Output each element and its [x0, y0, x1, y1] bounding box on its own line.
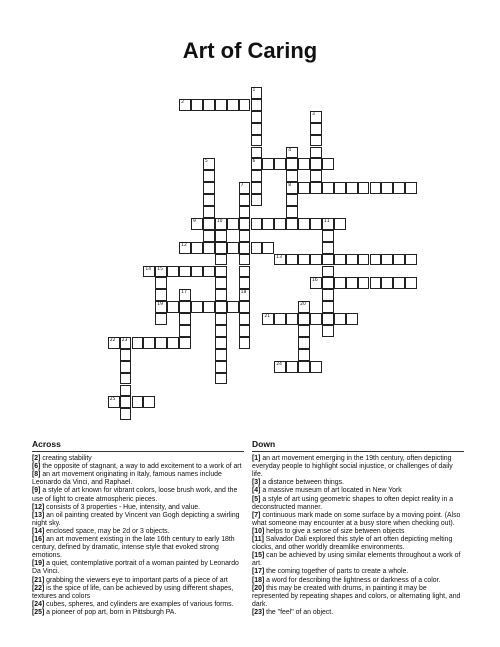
grid-cell[interactable] — [239, 313, 251, 325]
grid-cell[interactable] — [358, 182, 370, 194]
grid-cell[interactable] — [286, 361, 298, 373]
grid-cell[interactable] — [120, 337, 132, 349]
across-list — [32, 455, 244, 617]
grid-cell[interactable] — [298, 301, 310, 313]
grid-cell[interactable] — [322, 254, 334, 266]
grid-cell[interactable] — [405, 254, 417, 266]
clue-number: [6] — [32, 463, 41, 471]
grid-cell[interactable] — [132, 337, 144, 349]
grid-cell[interactable] — [203, 206, 215, 218]
grid-cell[interactable] — [155, 277, 167, 289]
grid-cell[interactable] — [346, 313, 358, 325]
cell-number: 18 — [240, 290, 247, 296]
grid-cell[interactable] — [143, 396, 155, 408]
grid-cell[interactable] — [298, 313, 310, 325]
cell-number: 4 — [288, 147, 292, 153]
grid-cell[interactable] — [262, 242, 274, 254]
grid-cell[interactable] — [215, 289, 227, 301]
cell-number: 5 — [204, 159, 208, 165]
down-clue — [252, 577, 464, 585]
grid-cell[interactable] — [179, 242, 191, 254]
clue-number: [17] — [252, 568, 265, 576]
grid-cell[interactable] — [298, 182, 310, 194]
grid-cell[interactable] — [227, 242, 239, 254]
down-clue — [252, 585, 464, 609]
clue-text: is the spice of life, can be achieved by using different shapes, textures and colors — [32, 584, 234, 600]
grid-cell[interactable] — [239, 277, 251, 289]
clue-text: continuous mark made on some surface by a moving point. (Also what someone may encounter at a busy store when checking out). — [252, 511, 461, 527]
cell-number: 22 — [109, 337, 116, 343]
clue-number: [19] — [32, 560, 45, 568]
grid-cell[interactable] — [334, 313, 346, 325]
grid-cell[interactable] — [334, 218, 346, 230]
grid-cell[interactable] — [346, 277, 358, 289]
grid-cell[interactable] — [191, 218, 203, 230]
clue-text: consists of 3 properties - Hue, intensity, and value. — [44, 503, 201, 511]
grid-cell[interactable] — [215, 266, 227, 278]
across-clue — [32, 471, 244, 487]
clue-text: a style of art using geometric shapes to often depict reality in a deconstructed manner. — [252, 495, 454, 511]
grid-cell[interactable] — [251, 182, 263, 194]
grid-cell[interactable] — [322, 158, 334, 170]
grid-cell[interactable] — [393, 254, 405, 266]
cell-number: 20 — [300, 302, 306, 308]
grid-cell[interactable] — [215, 313, 227, 325]
grid-cell[interactable] — [381, 254, 393, 266]
grid-cell[interactable] — [215, 349, 227, 361]
grid-cell[interactable] — [251, 170, 263, 182]
clue-number: [20] — [252, 584, 265, 592]
grid-cell[interactable] — [322, 218, 334, 230]
grid-cell[interactable] — [322, 325, 334, 337]
grid-cell[interactable] — [215, 361, 227, 373]
grid-cell[interactable] — [286, 254, 298, 266]
grid-cell[interactable] — [310, 313, 322, 325]
grid-cell[interactable] — [120, 385, 132, 397]
grid-cell[interactable] — [274, 218, 286, 230]
clue-number: [12] — [32, 503, 45, 511]
grid-cell[interactable] — [132, 396, 144, 408]
grid-cell[interactable] — [120, 361, 132, 373]
across-clue — [32, 504, 244, 512]
cell-number: 16 — [312, 278, 318, 284]
clue-text: a style of art known for vibrant colors, loose brush work, and the use of light to create atmospheric pieces. — [32, 487, 238, 503]
grid-cell[interactable] — [298, 158, 310, 170]
grid-cell[interactable] — [239, 230, 251, 242]
across-clues — [32, 440, 244, 617]
grid-cell[interactable] — [262, 218, 274, 230]
grid-cell[interactable] — [203, 99, 215, 111]
cell-number: 17 — [181, 290, 187, 296]
grid-cell[interactable] — [298, 254, 310, 266]
cell-number: 2 — [181, 99, 184, 105]
down-clue — [252, 528, 464, 536]
grid-cell[interactable] — [370, 182, 382, 194]
grid-cell[interactable] — [310, 111, 322, 123]
grid-cell[interactable] — [405, 277, 417, 289]
clue-text: cubes, spheres, and cylinders are examples of various forms. — [44, 600, 234, 608]
grid-cell[interactable] — [120, 373, 132, 385]
clue-text: the opposite of stagnant, a way to add excitement to a work of art — [40, 463, 242, 471]
across-clue — [32, 455, 244, 463]
grid-cell[interactable] — [370, 277, 382, 289]
down-heading: Down — [252, 439, 276, 449]
grid-cell[interactable] — [274, 254, 286, 266]
grid-cell[interactable] — [393, 277, 405, 289]
clue-number: [13] — [32, 511, 45, 519]
grid-cell[interactable] — [310, 123, 322, 135]
grid-cell[interactable] — [310, 135, 322, 147]
down-list — [252, 455, 464, 617]
grid-cell[interactable] — [310, 170, 322, 182]
grid-cell[interactable] — [251, 194, 263, 206]
grid-cell[interactable] — [215, 337, 227, 349]
grid-cell[interactable] — [393, 182, 405, 194]
grid-cell[interactable] — [239, 218, 251, 230]
grid-cell[interactable] — [203, 230, 215, 242]
grid-cell[interactable] — [381, 182, 393, 194]
grid-cell[interactable] — [108, 337, 120, 349]
grid-cell[interactable] — [191, 242, 203, 254]
grid-cell[interactable] — [251, 242, 263, 254]
grid-cell[interactable] — [203, 218, 215, 230]
cell-number: 10 — [216, 218, 223, 224]
grid-cell[interactable] — [203, 170, 215, 182]
clue-text: a pioneer of pop art, born in Pittsburgh PA. — [44, 608, 177, 616]
grid-cell[interactable] — [322, 277, 334, 289]
clue-number: [25] — [32, 608, 45, 616]
clue-number: [16] — [32, 536, 45, 544]
grid-cell[interactable] — [179, 301, 191, 313]
grid-cell[interactable] — [227, 301, 239, 313]
grid-cell[interactable] — [191, 301, 203, 313]
cell-number: 14 — [145, 266, 152, 272]
grid-cell[interactable] — [262, 158, 274, 170]
clue-text: an art movement originating in Italy, famous names include Leonardo da Vinci, and Raphael. — [32, 471, 222, 487]
cell-number: 19 — [157, 302, 164, 308]
grid-cell[interactable] — [239, 254, 251, 266]
clue-number: [21] — [32, 576, 45, 584]
down-clue — [252, 455, 464, 479]
clue-text: a distance between things. — [260, 479, 344, 487]
grid-cell[interactable] — [358, 254, 370, 266]
clue-text: an art movement emerging in the 19th century, often depicting everyday people to highlight social injustice, or challenges of daily life. — [252, 455, 453, 479]
grid-cell[interactable] — [215, 254, 227, 266]
grid-cell[interactable] — [286, 313, 298, 325]
cell-number: 11 — [323, 218, 330, 224]
grid-cell[interactable] — [203, 242, 215, 254]
clue-text: can be achieved by using similar elements throughout a work of art. — [252, 552, 461, 568]
clue-number: [7] — [252, 511, 261, 519]
grid-cell[interactable] — [215, 230, 227, 242]
grid-cell[interactable] — [274, 158, 286, 170]
grid-cell[interactable] — [143, 266, 155, 278]
grid-cell[interactable] — [322, 182, 334, 194]
grid-cell[interactable] — [322, 301, 334, 313]
down-clue — [252, 568, 464, 576]
down-clue — [252, 552, 464, 568]
down-clue — [252, 487, 464, 495]
grid-cell[interactable] — [334, 254, 346, 266]
cell-number: 13 — [276, 254, 283, 260]
grid-cell[interactable] — [251, 135, 263, 147]
clue-number: [22] — [32, 584, 45, 592]
grid-cell[interactable] — [215, 99, 227, 111]
clue-text: Salvador Dali explored this style of art often depicting melting clocks, and other worldly dreamlike environments. — [252, 536, 453, 552]
grid-cell[interactable] — [310, 182, 322, 194]
down-clue — [252, 536, 464, 552]
grid-cell[interactable] — [251, 123, 263, 135]
clue-number: [8] — [32, 471, 41, 479]
grid-cell[interactable] — [298, 361, 310, 373]
divider — [252, 451, 464, 452]
down-clues — [252, 440, 464, 617]
grid-cell[interactable] — [155, 313, 167, 325]
grid-cell[interactable] — [310, 361, 322, 373]
across-heading: Across — [32, 439, 61, 449]
grid-cell[interactable] — [239, 337, 251, 349]
grid-cell[interactable] — [215, 242, 227, 254]
grid-cell[interactable] — [215, 325, 227, 337]
grid-cell[interactable] — [227, 218, 239, 230]
grid-cell[interactable] — [191, 99, 203, 111]
across-clue — [32, 512, 244, 528]
clue-number: [3] — [252, 479, 261, 487]
grid-cell[interactable] — [215, 218, 227, 230]
grid-cell[interactable] — [215, 277, 227, 289]
clue-text: grabbing the viewers eye to important parts of a piece of art — [44, 576, 228, 584]
grid-cell[interactable] — [155, 289, 167, 301]
across-clue — [32, 601, 244, 609]
grid-cell[interactable] — [310, 277, 322, 289]
grid-cell[interactable] — [239, 242, 251, 254]
clue-number: [2] — [32, 455, 41, 463]
grid-cell[interactable] — [239, 301, 251, 313]
cell-number: 25 — [109, 397, 116, 403]
clue-number: [11] — [252, 536, 264, 544]
puzzle-title: Art of Caring — [182, 38, 318, 63]
divider — [32, 451, 244, 452]
clue-text: an art movement existing in the late 16th century to early 18th century, defined by dramatic, intense style that evoked strong emotions. — [32, 536, 235, 560]
grid-cell[interactable] — [310, 158, 322, 170]
grid-cell[interactable] — [286, 206, 298, 218]
grid-cell[interactable] — [251, 111, 263, 123]
clue-text: this may be created with drums, in painting it may be represented by repeating shapes and colors, or alternating light, and dark. — [252, 584, 461, 608]
cell-number: 3 — [312, 111, 315, 117]
grid-cell[interactable] — [251, 87, 263, 99]
grid-cell[interactable] — [322, 313, 334, 325]
grid-cell[interactable] — [334, 277, 346, 289]
grid-cell[interactable] — [310, 147, 322, 159]
across-clue — [32, 463, 244, 471]
grid-cell[interactable] — [179, 289, 191, 301]
grid-cell[interactable] — [155, 266, 167, 278]
grid-cell[interactable] — [298, 337, 310, 349]
grid-cell[interactable] — [239, 206, 251, 218]
clue-text: a massive museum of art located in New York — [260, 487, 402, 495]
clue-number: [4] — [252, 487, 261, 495]
grid-cell[interactable] — [405, 182, 417, 194]
cell-number: 15 — [157, 266, 164, 272]
grid-cell[interactable] — [203, 266, 215, 278]
across-clue — [32, 585, 244, 601]
grid-cell[interactable] — [239, 194, 251, 206]
cell-number: 23 — [121, 337, 128, 343]
grid-cell[interactable] — [251, 158, 263, 170]
cell-number: 24 — [276, 361, 283, 367]
across-clue — [32, 487, 244, 503]
down-clue — [252, 609, 464, 617]
grid-cell[interactable] — [322, 266, 334, 278]
grid-cell[interactable] — [120, 349, 132, 361]
grid-cell[interactable] — [120, 408, 132, 420]
grid-cell[interactable] — [155, 301, 167, 313]
grid-cell[interactable] — [203, 301, 215, 313]
grid-cell[interactable] — [286, 158, 298, 170]
grid-cell[interactable] — [298, 349, 310, 361]
across-clue — [32, 609, 244, 617]
clue-number: [24] — [32, 600, 45, 608]
grid-cell[interactable] — [239, 325, 251, 337]
grid-cell[interactable] — [155, 337, 167, 349]
clue-number: [10] — [252, 527, 265, 535]
grid-cell[interactable] — [239, 266, 251, 278]
across-clue — [32, 577, 244, 585]
clue-text: a quiet, contemplative portrait of a woman painted by Leonardo Da Vinci. — [32, 560, 239, 576]
clue-number: [14] — [32, 527, 45, 535]
cell-number: 9 — [193, 218, 196, 224]
clue-text: creating stability — [40, 455, 92, 463]
grid-cell[interactable] — [239, 182, 251, 194]
cell-number: 12 — [181, 242, 187, 248]
grid-cell[interactable] — [215, 373, 227, 385]
grid-cell[interactable] — [167, 301, 179, 313]
clue-text: a word for describing the lightness or darkness of a color. — [264, 576, 441, 584]
grid-cell[interactable] — [179, 337, 191, 349]
grid-cell[interactable] — [251, 218, 263, 230]
cell-number: 6 — [252, 159, 256, 165]
grid-cell[interactable] — [370, 254, 382, 266]
across-clue — [32, 560, 244, 576]
grid-cell[interactable] — [322, 230, 334, 242]
grid-cell[interactable] — [298, 325, 310, 337]
grid-cell[interactable] — [322, 289, 334, 301]
grid-cell[interactable] — [286, 170, 298, 182]
grid-cell[interactable] — [239, 289, 251, 301]
down-clue — [252, 496, 464, 512]
grid-cell[interactable] — [179, 99, 191, 111]
grid-cell[interactable] — [191, 266, 203, 278]
cell-number: 7 — [240, 183, 244, 189]
grid-cell[interactable] — [358, 277, 370, 289]
down-clue — [252, 512, 464, 528]
clue-text: helps to give a sense of size between objects — [264, 527, 405, 535]
grid-cell[interactable] — [215, 301, 227, 313]
grid-cell[interactable] — [286, 218, 298, 230]
grid-cell[interactable] — [274, 313, 286, 325]
grid-cell[interactable] — [298, 218, 310, 230]
clue-number: [23] — [252, 608, 265, 616]
cell-number: 21 — [264, 314, 271, 320]
clue-text: the coming together of parts to create a whole. — [264, 568, 409, 576]
grid-cell[interactable] — [167, 266, 179, 278]
grid-cell[interactable] — [239, 99, 251, 111]
clue-number: [18] — [252, 576, 265, 584]
clue-number: [5] — [252, 495, 261, 503]
grid-cell[interactable] — [179, 325, 191, 337]
grid-cell[interactable] — [286, 182, 298, 194]
grid-cell[interactable] — [346, 254, 358, 266]
grid-cell[interactable] — [322, 242, 334, 254]
grid-cell[interactable] — [274, 361, 286, 373]
clue-text: an oil painting created by Vincent van Gogh depicting a swirling night sky. — [32, 511, 240, 527]
cell-number: 1 — [252, 88, 256, 93]
grid-cell[interactable] — [203, 182, 215, 194]
grid-cell[interactable] — [227, 99, 239, 111]
grid-cell[interactable] — [346, 182, 358, 194]
grid-cell[interactable] — [286, 194, 298, 206]
clue-text: enclosed space, may be 2d or 3 objects. — [44, 527, 170, 535]
grid-cell[interactable] — [286, 147, 298, 159]
grid-cell[interactable] — [381, 277, 393, 289]
grid-cell[interactable] — [167, 337, 179, 349]
grid-cell[interactable] — [179, 266, 191, 278]
grid-cell[interactable] — [108, 396, 120, 408]
grid-cell[interactable] — [262, 313, 274, 325]
grid-cell[interactable] — [310, 218, 322, 230]
grid-cell[interactable] — [179, 313, 191, 325]
grid-cell[interactable] — [334, 182, 346, 194]
down-clue — [252, 479, 464, 487]
clue-number: [1] — [252, 455, 261, 463]
clue-text: the "feel" of an object. — [264, 608, 334, 616]
clue-number: [9] — [32, 487, 41, 495]
grid-cell[interactable] — [251, 147, 263, 159]
cell-number: 8 — [288, 183, 292, 189]
grid-cell[interactable] — [251, 99, 263, 111]
grid-cell[interactable] — [143, 337, 155, 349]
grid-cell[interactable] — [203, 158, 215, 170]
clue-number: [15] — [252, 552, 265, 560]
grid-cell[interactable] — [120, 396, 132, 408]
across-clue — [32, 528, 244, 536]
grid-cell[interactable] — [203, 194, 215, 206]
grid-cell[interactable] — [310, 254, 322, 266]
across-clue — [32, 536, 244, 560]
